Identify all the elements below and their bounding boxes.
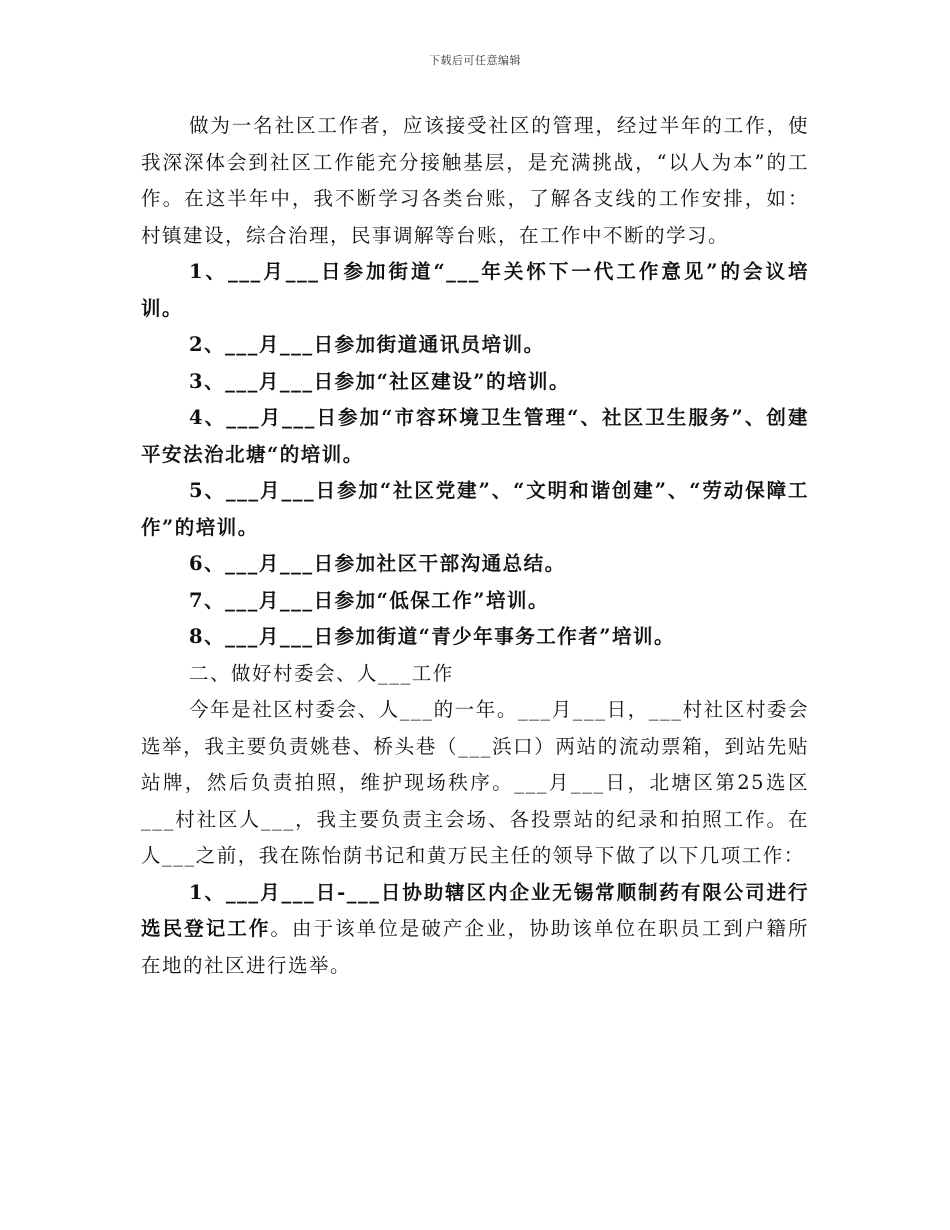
training-item-6: 6、___月___日参加社区干部沟通总结。 [189, 552, 566, 575]
intro-paragraph: 做为一名社区工作者，应该接受社区的管理，经过半年的工作，使我深深体会到社区工作能充分接触基层，是充满挑战，“以人为本”的工作。在这半年中，我不断学习各类台账，了解各支线的工作安排，如：村镇建设，综合治理，民事调解等台账，在工作中不断的学习。 [141, 114, 809, 247]
section-heading: 二、做好村委会、人___工作 [189, 661, 454, 685]
section-item-1-rest: 。由于该单位是破产企业，协助该单位在职员工到户籍所在地的社区进行选举。 [141, 917, 809, 977]
section-paragraph: 今年是社区村委会、人___的一年。___月___日，___村社区村委会选举，我主要负责姚巷、桥头巷（___浜口）两站的流动票箱，到站先贴站牌，然后负责拍照，维护现场秩序。___月___日，北塘区第25选区___村社区人___，我主要负责主会场、各投票站的纪录和拍照工作。在人___之前，我在陈怡荫书记和黄万民主任的领导下做了以下几项工作： [141, 698, 809, 867]
document-body [141, 108, 809, 984]
section-item-1 [141, 875, 809, 985]
training-item-8: 8、___月___日参加街道“青少年事务工作者”培训。 [189, 625, 676, 648]
training-item-5: 5、___月___日参加“社区党建”、“文明和谐创建”、“劳动保障工作”的培训。 [141, 479, 809, 539]
training-item-2: 2、___月___日参加街道通讯员培训。 [189, 333, 545, 356]
training-item-1: 1、___月___日参加街道“___年关怀下一代工作意见”的会议培训。 [141, 260, 809, 320]
training-item-4: 4、___月___日参加“市容环境卫生管理“、社区卫生服务”、创建平安法治北塘“的培训。 [141, 406, 809, 466]
section-item-1-bold: 1、___月___日-___日协助辖区内企业无锡常顺制药有限公司进行选民登记工作 [141, 880, 809, 940]
training-item-7: 7、___月___日参加“低保工作”培训。 [189, 588, 550, 612]
page-header: 下载后可任意编辑 [429, 54, 521, 67]
training-item-3: 3、___月___日参加“社区建设”的培训。 [189, 369, 571, 393]
